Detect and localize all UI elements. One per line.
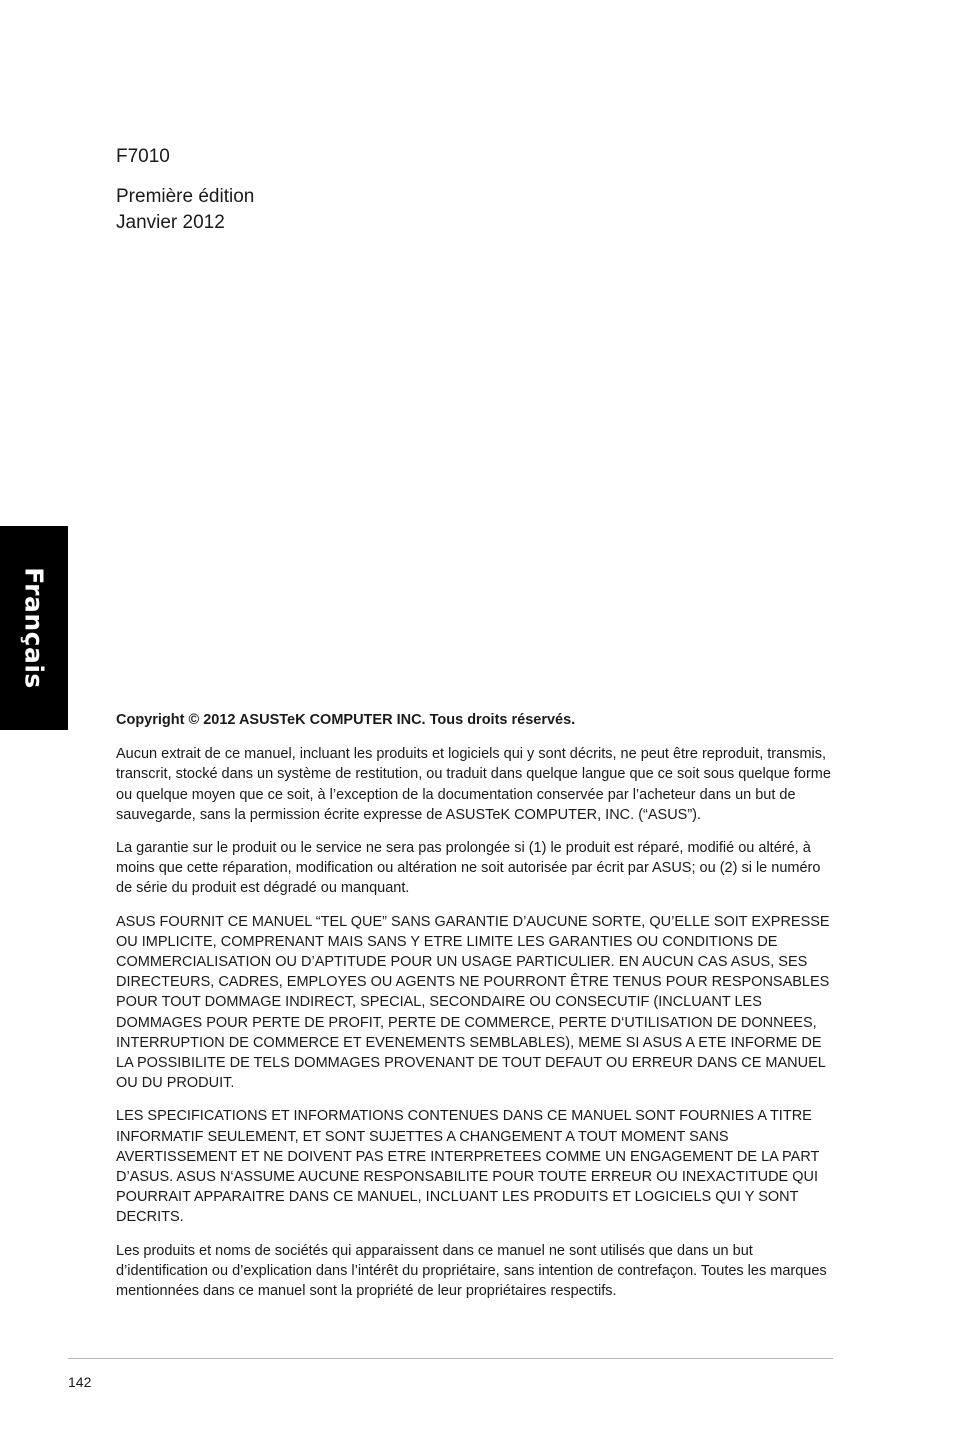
legal-paragraph-disclaimer: ASUS FOURNIT CE MANUEL “TEL QUE” SANS GARANTIE D’AUCUNE SORTE, QU’ELLE SOIT EXPRESSE OU IMPLICITE, COMPRENANT MAIS SANS Y ETRE LIMITE LES GARANTIES OU CONDITIONS DE COMMERCIALISATION OU D’APTITUDE POUR UN USAGE PARTICULIER. EN AUCUN CAS ASUS, SES DIRECTEURS, CADRES, EMPLOYES OU AGENTS NE POURRONT ÊTRE TENUS POUR RESPONSABLES POUR TOUT DOMMAGE INDIRECT, SPECIAL, SECONDAIRE OU CONSECUTIF (INCLUANT LES DOMMAGES POUR PERTE DE PROFIT, PERTE DE COMMERCE, PERTE D‘UTILISATION DE DONNEES, INTERRUPTION DE COMMERCE ET EVENEMENTS SEMBLABLES), MEME SI ASUS A ETE INFORME DE LA POSSIBILITE DE TELS DOMMAGES PROVENANT DE TOUT DEFAUT OU ERREUR DANS CE MANUEL OU DU PRODUIT.	[116, 913, 830, 1092]
legal-notice	[116, 710, 834, 1314]
legal-paragraph-trademarks: Les produits et noms de sociétés qui apparaissent dans ce manuel ne sont utilisés que dans un but d’identification ou d’explication dans l’intérêt du propriétaire, sans intention de contrefaçon. Toutes les marques mentionnées dans ce manuel sont la propriété de leur propriétaires respectifs.	[116, 1242, 827, 1300]
page-number: 142	[68, 1374, 92, 1390]
legal-paragraph-warranty: La garantie sur le produit ou le service ne sera pas prolongée si (1) le produit est réparé, modifié ou altéré, à moins que cette réparation, modification ou altération ne soit autorisée par écrit par ASUS; ou (2) si le numéro de série du produit est dégradé ou manquant.	[116, 840, 821, 897]
footer-divider	[68, 1358, 833, 1359]
edition-date: Janvier 2012	[116, 212, 225, 233]
edition-label: Première édition	[116, 186, 255, 207]
copyright-line: Copyright © 2012 ASUSTeK COMPUTER INC. Tous droits réservés.	[116, 712, 576, 728]
legal-paragraph-specifications: LES SPECIFICATIONS ET INFORMATIONS CONTENUES DANS CE MANUEL SONT FOURNIES A TITRE INFORMATIF SEULEMENT, ET SONT SUJETTES A CHANGEMENT A TOUT MOMENT SANS AVERTISSEMENT ET NE DOIVENT PAS ETRE INTERPRETEES COMME UN ENGAGEMENT DE LA PART D’ASUS. ASUS N‘ASSUME AUCUNE RESPONSABILITE POUR TOUTE ERREUR OU INEXACTITUDE QUI POURRAIT APPARAITRE DANS CE MANUEL, INCLUANT LES PRODUITS ET LOGICIELS QUI Y SONT DECRITS.	[116, 1108, 820, 1226]
document-header	[116, 144, 254, 236]
model-name: F7010	[116, 146, 170, 167]
language-tab-label: Français	[19, 567, 49, 689]
language-side-tab	[0, 526, 68, 730]
legal-paragraph-reproduction: Aucun extrait de ce manuel, incluant les produits et logiciels qui y sont décrits, ne peut être reproduit, transmis, transcrit, stocké dans un système de restitution, ou traduit dans quelque langue que ce soit sous quelque forme ou quelque moyen que ce soit, à l’exception de la documentation conservée par l’acheteur dans un but de sauvegarde, sans la permission écrite expresse de ASUSTeK COMPUTER, INC. (“ASUS”).	[116, 746, 831, 823]
